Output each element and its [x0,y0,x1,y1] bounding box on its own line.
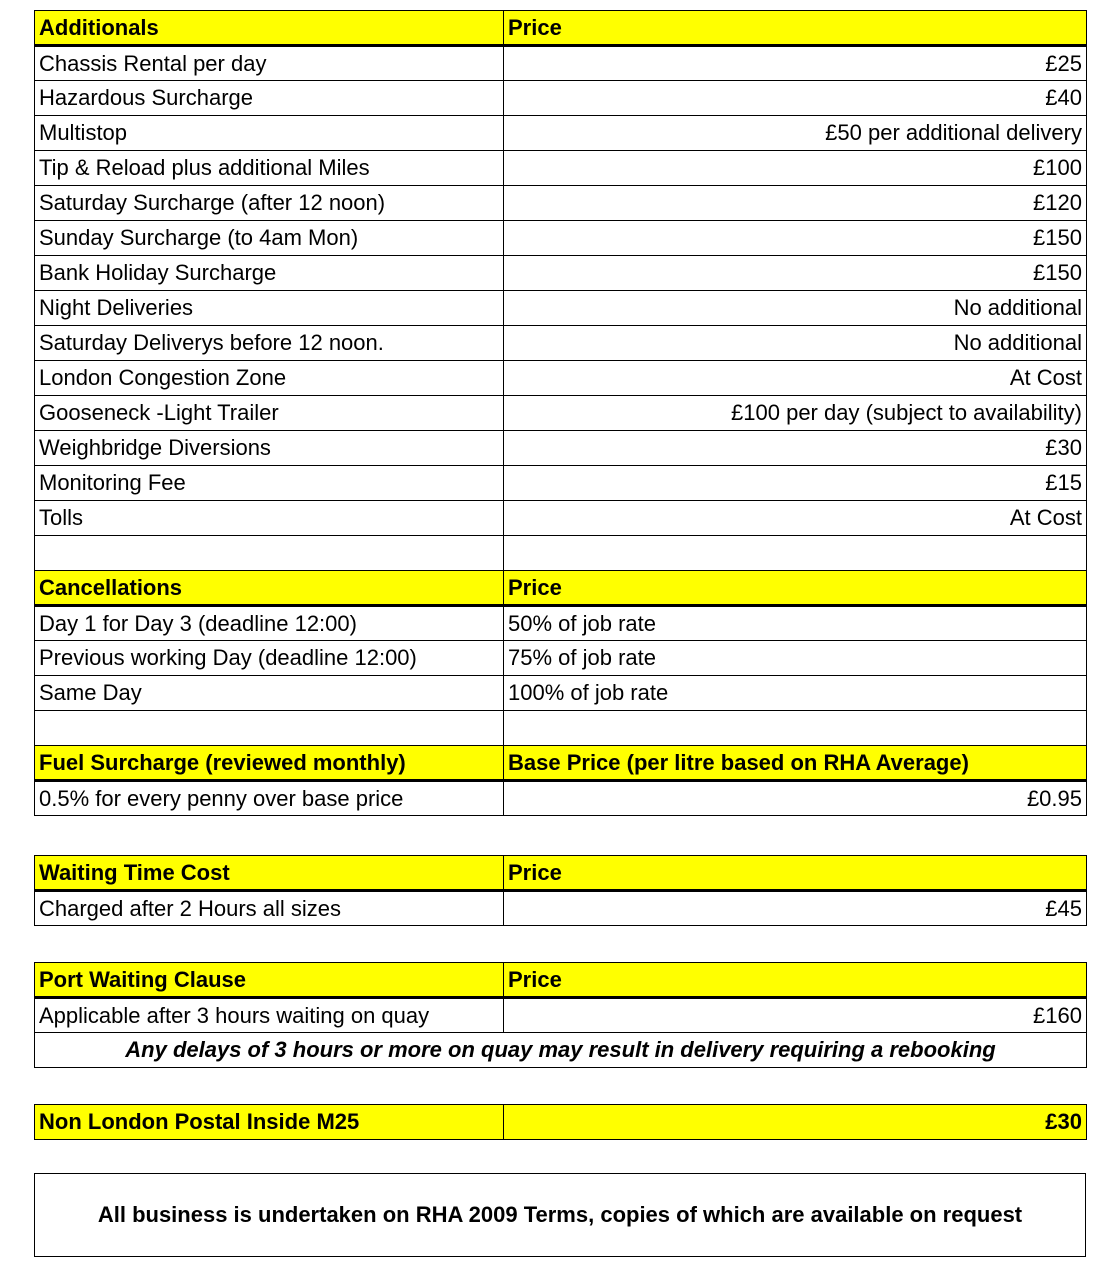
row-item: Same Day [35,676,504,711]
empty-row [35,536,1087,571]
row-price: £25 [504,46,1087,81]
additionals-price-header: Price [504,11,1087,46]
port-item: Applicable after 3 hours waiting on quay [35,998,504,1033]
row-item: London Congestion Zone [35,361,504,396]
terms-text: All business is undertaken on RHA 2009 Terms, copies of which are available on request [97,1202,1023,1227]
table-row [35,781,1087,816]
waiting-header-row [35,856,1087,891]
row-price: £150 [504,256,1087,291]
table-row [35,326,1087,361]
row-price: £150 [504,221,1087,256]
port-header: Port Waiting Clause [35,963,504,998]
row-item: Gooseneck -Light Trailer [35,396,504,431]
row-price: £50 per additional delivery [504,116,1087,151]
row-item: Night Deliveries [35,291,504,326]
table-row [35,998,1087,1033]
table-row [35,606,1087,641]
row-item: Multistop [35,116,504,151]
fuel-price: £0.95 [504,781,1087,816]
row-item: Chassis Rental per day [35,46,504,81]
row-price: £100 per day (subject to availability) [504,396,1087,431]
additionals-header: Additionals [35,11,504,46]
row-price: At Cost [504,361,1087,396]
cancellations-header: Cancellations [35,571,504,606]
row-item: Tolls [35,501,504,536]
row-item: Hazardous Surcharge [35,81,504,116]
row-price: £120 [504,186,1087,221]
waiting-price: £45 [504,891,1087,926]
row-item: Weighbridge Diversions [35,431,504,466]
row-price: £30 [504,431,1087,466]
cancellations-header-row [35,571,1087,606]
table-row [35,116,1087,151]
table-row [35,186,1087,221]
table-row [35,501,1087,536]
row-price: £40 [504,81,1087,116]
port-header-row [35,963,1087,998]
postal-price: £30 [504,1105,1087,1140]
table-row [35,221,1087,256]
table-row [35,256,1087,291]
row-price: 75% of job rate [504,641,1087,676]
row-price: £100 [504,151,1087,186]
port-note-row [35,1033,1087,1068]
row-item: Tip & Reload plus additional Miles [35,151,504,186]
waiting-header: Waiting Time Cost [35,856,504,891]
row-item: Monitoring Fee [35,466,504,501]
row-item: Saturday Deliverys before 12 noon. [35,326,504,361]
waiting-table [34,855,1087,926]
row-item: Previous working Day (deadline 12:00) [35,641,504,676]
row-item: Day 1 for Day 3 (deadline 12:00) [35,606,504,641]
table-row [35,361,1087,396]
port-note: Any delays of 3 hours or more on quay may result in delivery requiring a rebooking [35,1033,1087,1068]
terms-box [34,1173,1086,1257]
postal-label: Non London Postal Inside M25 [35,1105,504,1140]
waiting-item: Charged after 2 Hours all sizes [35,891,504,926]
empty-row [35,711,1087,746]
row-price: No additional [504,326,1087,361]
port-price-header: Price [504,963,1087,998]
waiting-price-header: Price [504,856,1087,891]
row-item: Bank Holiday Surcharge [35,256,504,291]
additionals-table [34,10,1087,816]
fuel-header-row [35,746,1087,781]
fuel-item: 0.5% for every penny over base price [35,781,504,816]
row-price: No additional [504,291,1087,326]
fuel-header: Fuel Surcharge (reviewed monthly) [35,746,504,781]
table-row [35,151,1087,186]
postal-row [35,1105,1087,1140]
row-price: 100% of job rate [504,676,1087,711]
cancellations-price-header: Price [504,571,1087,606]
port-table [34,962,1087,1068]
row-item: Sunday Surcharge (to 4am Mon) [35,221,504,256]
row-item: Saturday Surcharge (after 12 noon) [35,186,504,221]
table-row [35,46,1087,81]
table-row [35,466,1087,501]
table-row [35,81,1087,116]
additionals-header-row [35,11,1087,46]
table-row [35,291,1087,326]
row-price: 50% of job rate [504,606,1087,641]
fuel-price-header: Base Price (per litre based on RHA Average) [504,746,1087,781]
table-row [35,676,1087,711]
table-row [35,891,1087,926]
row-price: £15 [504,466,1087,501]
port-price: £160 [504,998,1087,1033]
table-row [35,431,1087,466]
table-row [35,396,1087,431]
postal-table [34,1104,1087,1140]
row-price: At Cost [504,501,1087,536]
table-row [35,641,1087,676]
